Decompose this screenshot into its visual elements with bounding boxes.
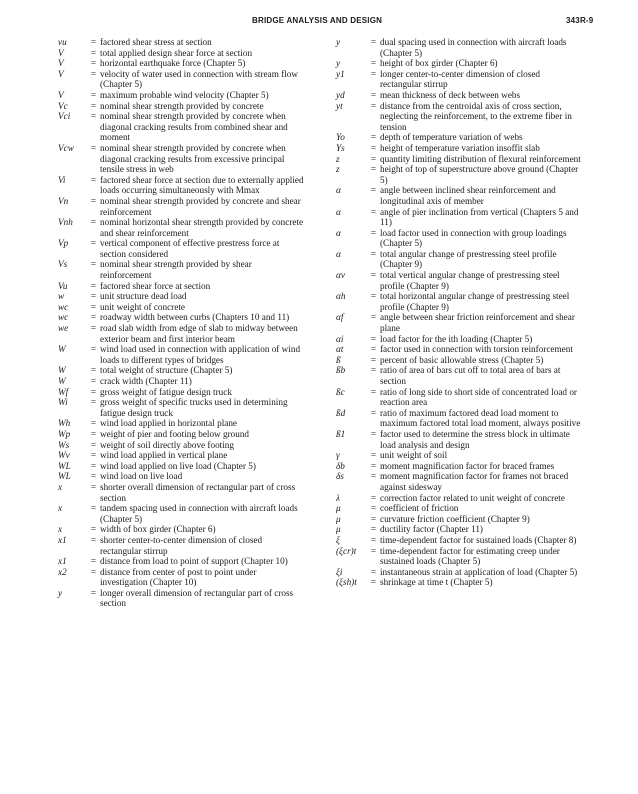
- notation-entry: [58, 440, 304, 451]
- notation-list-right: [336, 37, 582, 588]
- equals-sign: =: [90, 111, 97, 122]
- notation-definition: correction factor related to unit weight of concrete: [380, 492, 565, 503]
- notation-symbol: δs: [336, 471, 344, 482]
- notation-symbol: Wf: [58, 386, 69, 397]
- notation-entry: [336, 291, 582, 312]
- notation-entry: [58, 37, 304, 48]
- notation-entry: [336, 90, 582, 101]
- notation-symbol: αh: [336, 291, 346, 302]
- notation-definition: nominal shear strength provided by concrete when diagonal cracking results from combined shear and moment: [100, 111, 288, 143]
- equals-sign: =: [90, 481, 97, 492]
- notation-definition: wind load used in connection with application of wind loads to different types of bridges: [100, 344, 301, 365]
- equals-sign: =: [370, 227, 377, 238]
- notation-entry: [58, 312, 304, 323]
- notation-entry: [58, 259, 304, 280]
- equals-sign: =: [370, 89, 377, 100]
- notation-definition: nominal shear strength provided by concrete: [100, 100, 264, 111]
- notation-entry: [336, 387, 582, 408]
- notation-definition: nominal shear strength provided by shear reinforcement: [100, 259, 252, 281]
- equals-sign: =: [90, 301, 97, 312]
- equals-sign: =: [370, 291, 377, 302]
- notation-definition: distance from center of post to point under investigation (Chapter 10): [100, 566, 257, 588]
- equals-sign: =: [370, 365, 377, 376]
- notation-definition: dual spacing used in connection with aircraft loads (Chapter 5): [380, 37, 567, 58]
- notation-entry: [58, 588, 304, 609]
- equals-sign: =: [90, 217, 97, 228]
- equals-sign: =: [370, 386, 377, 397]
- notation-definition: quantity limiting distribution of flexural reinforcement: [380, 153, 581, 164]
- notation-symbol: Vp: [58, 238, 69, 249]
- notation-entry: [336, 37, 582, 58]
- equals-sign: =: [370, 68, 377, 79]
- notation-definition: depth of temperature variation of webs: [380, 132, 523, 143]
- notation-entry: [336, 154, 582, 165]
- equals-sign: =: [90, 503, 97, 514]
- notation-symbol: z: [336, 153, 340, 164]
- notation-entry: [336, 429, 582, 450]
- notation-symbol: w: [58, 291, 65, 302]
- equals-sign: =: [370, 450, 377, 461]
- notation-entry: [58, 58, 304, 69]
- equals-sign: =: [90, 89, 97, 100]
- notation-entry: [58, 111, 304, 143]
- equals-sign: =: [90, 142, 97, 153]
- notation-symbol: y: [336, 37, 341, 47]
- notation-entry: [336, 461, 582, 472]
- equals-sign: =: [90, 439, 97, 450]
- equals-sign: =: [370, 354, 377, 365]
- equals-sign: =: [90, 460, 97, 471]
- notation-definition: unit weight of concrete: [100, 301, 185, 312]
- notation-symbol: W: [58, 365, 66, 376]
- notation-symbol: wc: [58, 301, 69, 312]
- notation-definition: horizontal earthquake force (Chapter 5): [100, 58, 246, 69]
- notation-definition: ratio of area of bars cut off to total area of bars at section: [380, 365, 561, 386]
- notation-entry: [336, 228, 582, 249]
- notation-definition: angle of pier inclination from vertical (Chapters 5 and 11): [380, 206, 579, 228]
- notation-definition: wind load applied in vertical plane: [100, 450, 228, 461]
- notation-symbol: δb: [336, 460, 345, 471]
- equals-sign: =: [90, 524, 97, 535]
- notation-entry: [336, 365, 582, 386]
- notation-symbol: Ys: [336, 142, 345, 153]
- equals-sign: =: [90, 195, 97, 206]
- notation-symbol: ξi: [336, 566, 343, 577]
- notation-entry: [58, 344, 304, 365]
- notation-definition: shorter center-to-center dimension of closed rectangular stirrup: [100, 534, 263, 556]
- notation-symbol: λ: [336, 492, 340, 503]
- notation-symbol: y: [336, 58, 341, 69]
- notation-symbol: Yo: [336, 132, 345, 143]
- notation-definition: height of box girder (Chapter 6): [380, 58, 498, 69]
- notation-definition: factored shear stress at section: [100, 37, 212, 47]
- notation-entry: [58, 323, 304, 344]
- notation-symbol: Wp: [58, 428, 71, 439]
- notation-entry: [58, 291, 304, 302]
- notation-definition: percent of basic allowable stress (Chapter 5): [380, 354, 544, 365]
- notation-symbol: V: [58, 89, 64, 100]
- notation-entry: [336, 450, 582, 461]
- notation-definition: wind load applied in horizontal plane: [100, 418, 238, 429]
- notation-definition: crack width (Chapter 11): [100, 376, 192, 386]
- notation-definition: factor used to determine the stress block in ultimate load analysis and design: [380, 428, 570, 450]
- notation-definition: unit structure dead load: [100, 291, 187, 302]
- notation-definition: time-dependent factor for estimating creep under sustained loads (Chapter 5): [380, 545, 560, 567]
- notation-definition: wind load on live load: [100, 471, 183, 482]
- page-number: 343R-9: [566, 16, 594, 25]
- equals-sign: =: [90, 259, 97, 270]
- notation-symbol: y1: [336, 68, 345, 79]
- notation-entry: [336, 524, 582, 535]
- notation-entry: [58, 302, 304, 313]
- notation-symbol: x: [58, 524, 63, 535]
- notation-entry: [58, 482, 304, 503]
- notation-symbol: z: [336, 164, 340, 175]
- notation-definition: longer overall dimension of rectangular part of cross section: [100, 587, 294, 609]
- notation-definition: weight of pier and footing below ground: [100, 428, 250, 439]
- equals-sign: =: [370, 142, 377, 153]
- notation-symbol: x1: [58, 534, 67, 545]
- notation-definition: nominal shear strength provided by concrete when diagonal cracking results from excessive principal tensile stress in web: [100, 142, 286, 175]
- equals-sign: =: [90, 534, 97, 545]
- notation-entry: [58, 48, 304, 59]
- notation-definition: height of temperature variation insoffit slab: [380, 142, 540, 153]
- notation-symbol: Vn: [58, 195, 69, 206]
- notation-entry: [336, 143, 582, 154]
- notation-entry: [336, 503, 582, 514]
- notation-definition: wind load applied on live load (Chapter 5): [100, 460, 256, 471]
- equals-sign: =: [90, 58, 97, 69]
- notation-definition: vertical component of effective prestress force at section considered: [100, 238, 280, 259]
- equals-sign: =: [370, 58, 377, 69]
- notation-symbol: yd: [336, 89, 345, 100]
- notation-symbol: (ξsh)t: [336, 577, 357, 588]
- notation-symbol: ß1: [336, 428, 346, 439]
- notation-entry: [58, 503, 304, 524]
- notation-symbol: α: [336, 185, 341, 196]
- running-header-title: BRIDGE ANALYSIS AND DESIGN: [252, 16, 383, 25]
- notation-definition: total applied design shear force at section: [100, 47, 253, 58]
- notation-entry: [336, 69, 582, 90]
- equals-sign: =: [90, 238, 97, 249]
- notation-definition: angle between shear friction reinforcement and shear plane: [380, 312, 575, 334]
- equals-sign: =: [370, 577, 377, 588]
- notation-symbol: wc: [58, 312, 69, 323]
- equals-sign: =: [90, 418, 97, 429]
- notation-entry: [336, 344, 582, 355]
- equals-sign: =: [90, 68, 97, 79]
- equals-sign: =: [90, 587, 97, 598]
- notation-entry: [336, 334, 582, 345]
- equals-sign: =: [90, 365, 97, 376]
- equals-sign: =: [370, 206, 377, 217]
- notation-entry: [58, 397, 304, 418]
- equals-sign: =: [370, 164, 377, 175]
- notation-symbol: V: [58, 58, 64, 69]
- equals-sign: =: [370, 428, 377, 439]
- equals-sign: =: [370, 37, 377, 47]
- equals-sign: =: [370, 566, 377, 577]
- notation-entry: [336, 207, 582, 228]
- notation-entry: [336, 132, 582, 143]
- notation-entry: [58, 471, 304, 482]
- notation-symbol: Wi: [58, 397, 68, 408]
- notation-symbol: W: [58, 344, 66, 355]
- notation-definition: distance from load to point of support (Chapter 10): [100, 556, 288, 567]
- notation-symbol: μ: [336, 524, 341, 535]
- notation-entry: [336, 312, 582, 333]
- notation-symbol: αi: [336, 333, 344, 344]
- equals-sign: =: [370, 132, 377, 143]
- notation-entry: [336, 471, 582, 492]
- equals-sign: =: [90, 47, 97, 58]
- equals-sign: =: [370, 471, 377, 482]
- notation-symbol: Vi: [58, 174, 66, 185]
- notation-entry: [58, 143, 304, 175]
- notation-definition: ratio of maximum factored dead load moment to maximum factored total load moment, always positive: [380, 407, 581, 429]
- notation-entry: [58, 196, 304, 217]
- equals-sign: =: [370, 248, 377, 259]
- notation-definition: factor used in connection with torsion reinforcement: [380, 344, 573, 355]
- equals-sign: =: [90, 174, 97, 185]
- notation-definition: nominal shear strength provided by concrete and shear reinforcement: [100, 195, 301, 217]
- notation-symbol: γ: [336, 450, 340, 461]
- notation-entry: [336, 355, 582, 366]
- notation-definition: velocity of water used in connection with stream flow (Chapter 5): [100, 68, 298, 90]
- equals-sign: =: [370, 545, 377, 556]
- notation-definition: width of box girder (Chapter 6): [100, 524, 216, 535]
- equals-sign: =: [90, 556, 97, 567]
- equals-sign: =: [370, 503, 377, 514]
- notation-symbol: α: [336, 206, 341, 217]
- equals-sign: =: [90, 376, 97, 386]
- equals-sign: =: [90, 428, 97, 439]
- notation-definition: maximum probable wind velocity (Chapter 5): [100, 89, 269, 100]
- equals-sign: =: [90, 344, 97, 355]
- notation-symbol: αf: [336, 312, 344, 323]
- equals-sign: =: [90, 450, 97, 461]
- notation-entry: [58, 524, 304, 535]
- notation-symbol: x1: [58, 556, 67, 567]
- notation-definition: load factor used in connection with group loadings (Chapter 5): [380, 227, 567, 249]
- notation-definition: roadway width between curbs (Chapters 10 and 11): [100, 312, 290, 323]
- notation-definition: factored shear force at section: [100, 280, 211, 291]
- notation-entry: [58, 387, 304, 398]
- notation-entry: [58, 281, 304, 292]
- notation-entry: [336, 514, 582, 525]
- notation-definition: instantaneous strain at application of load (Chapter 5): [380, 566, 578, 577]
- notation-entry: [336, 493, 582, 504]
- notation-symbol: ßd: [336, 407, 346, 418]
- notation-definition: unit weight of soil: [380, 450, 448, 461]
- notation-definition: coefficient of friction: [380, 503, 459, 514]
- notation-definition: weight of soil directly above footing: [100, 439, 234, 450]
- notation-entry: [58, 217, 304, 238]
- notation-entry: [336, 249, 582, 270]
- notation-definition: height of top of superstructure above ground (Chapter 5): [380, 164, 579, 185]
- notation-symbol: Vci: [58, 111, 71, 122]
- notation-definition: moment magnification factor for braced frames: [380, 460, 555, 471]
- notation-entry: [336, 58, 582, 69]
- notation-entry: [336, 164, 582, 185]
- notation-symbol: α: [336, 227, 341, 238]
- equals-sign: =: [90, 291, 97, 302]
- notation-symbol: ß: [336, 354, 341, 365]
- notation-symbol: y: [58, 587, 63, 598]
- notation-definition: tandem spacing used in connection with aircraft loads (Chapter 5): [100, 503, 298, 524]
- notation-symbol: ßc: [336, 386, 345, 397]
- equals-sign: =: [370, 344, 377, 355]
- notation-entry: [336, 546, 582, 567]
- notation-entry: [58, 376, 304, 387]
- notation-definition: shrinkage at time t (Chapter 5): [380, 577, 493, 588]
- notation-symbol: μ: [336, 503, 341, 514]
- notation-symbol: x: [58, 503, 63, 514]
- notation-definition: nominal horizontal shear strength provided by concrete and shear reinforcement: [100, 217, 304, 238]
- notation-symbol: Vc: [58, 100, 68, 111]
- notation-symbol: αt: [336, 344, 344, 355]
- notation-entry: [58, 69, 304, 90]
- notation-definition: load factor for the ith loading (Chapter 5): [380, 333, 533, 344]
- notation-entry: [58, 175, 304, 196]
- notation-entry: [336, 577, 582, 588]
- notation-symbol: Ws: [58, 439, 70, 450]
- notation-definition: ductility factor (Chapter 11): [380, 524, 483, 535]
- notation-symbol: α: [336, 248, 341, 259]
- notation-entry: [336, 535, 582, 546]
- equals-sign: =: [90, 280, 97, 291]
- notation-symbol: ßb: [336, 365, 346, 376]
- notation-entry: [58, 450, 304, 461]
- notation-symbol: Vs: [58, 259, 68, 270]
- notation-entry: [336, 567, 582, 578]
- notation-entry: [336, 270, 582, 291]
- equals-sign: =: [90, 312, 97, 323]
- notation-symbol: (ξcr)t: [336, 545, 357, 556]
- notation-symbol: Wv: [58, 450, 70, 461]
- notation-definition: total horizontal angular change of prestressing steel profile (Chapter 9): [380, 291, 570, 312]
- notation-symbol: μ: [336, 513, 341, 524]
- notation-entry: [336, 101, 582, 133]
- equals-sign: =: [370, 524, 377, 535]
- notation-definition: longer center-to-center dimension of closed rectangular stirrup: [380, 68, 541, 90]
- equals-sign: =: [90, 386, 97, 397]
- equals-sign: =: [90, 323, 97, 334]
- notation-entry: [58, 556, 304, 567]
- notation-symbol: WL: [58, 471, 71, 482]
- notation-entry: [58, 101, 304, 112]
- equals-sign: =: [370, 185, 377, 196]
- equals-sign: =: [370, 153, 377, 164]
- notation-definition: time-dependent factor for sustained loads (Chapter 8): [380, 534, 577, 545]
- notation-symbol: Vu: [58, 280, 68, 291]
- notation-symbol: W: [58, 376, 66, 386]
- equals-sign: =: [90, 471, 97, 482]
- notation-symbol: WL: [58, 460, 71, 471]
- notation-definition: moment magnification factor for frames not braced against sidesway: [380, 471, 569, 492]
- notation-definition: shorter overall dimension of rectangular part of cross section: [100, 481, 296, 503]
- equals-sign: =: [90, 37, 97, 47]
- notation-definition: total angular change of prestressing steel profile (Chapter 9): [380, 248, 557, 270]
- notation-symbol: we: [58, 323, 69, 334]
- equals-sign: =: [370, 100, 377, 111]
- notation-entry: [58, 567, 304, 588]
- notation-symbol: Vcw: [58, 142, 74, 153]
- notation-entry: [58, 238, 304, 259]
- notation-entry: [336, 185, 582, 206]
- notation-definition: ratio of long side to short side of concentrated load or reaction area: [380, 386, 577, 408]
- notation-symbol: ξ: [336, 534, 340, 545]
- equals-sign: =: [370, 492, 377, 503]
- notation-entry: [58, 429, 304, 440]
- equals-sign: =: [370, 270, 377, 281]
- notation-symbol: yt: [336, 100, 343, 111]
- notation-definition: distance from the centroidal axis of cross section, neglecting the reinforcement, to the extreme fiber in tension: [380, 100, 572, 132]
- notation-definition: road slab width from edge of slab to midway between exterior beam and first interior beam: [100, 323, 298, 344]
- notation-entry: [58, 418, 304, 429]
- equals-sign: =: [90, 566, 97, 577]
- notation-definition: gross weight of fatigue design truck: [100, 386, 232, 397]
- notation-definition: total vertical angular change of prestressing steel profile (Chapter 9): [380, 270, 560, 291]
- notation-entry: [336, 408, 582, 429]
- notation-symbol: vu: [58, 37, 67, 47]
- equals-sign: =: [370, 513, 377, 524]
- notation-entry: [58, 535, 304, 556]
- notation-definition: factored shear force at section due to externally applied loads occurring simultaneously with Mmax: [100, 174, 304, 196]
- equals-sign: =: [90, 397, 97, 408]
- notation-symbol: αv: [336, 270, 345, 281]
- notation-list-left: [58, 37, 304, 609]
- notation-symbol: Vnh: [58, 217, 73, 228]
- notation-entry: [58, 365, 304, 376]
- notation-symbol: x: [58, 481, 63, 492]
- notation-definition: total weight of structure (Chapter 5): [100, 365, 233, 376]
- equals-sign: =: [370, 534, 377, 545]
- equals-sign: =: [370, 460, 377, 471]
- notation-definition: gross weight of specific trucks used in determining fatigue design truck: [100, 397, 288, 418]
- notation-entry: [58, 90, 304, 101]
- equals-sign: =: [90, 100, 97, 111]
- notation-definition: mean thickness of deck between webs: [380, 89, 521, 100]
- equals-sign: =: [370, 333, 377, 344]
- notation-symbol: x2: [58, 566, 67, 577]
- equals-sign: =: [370, 312, 377, 323]
- notation-symbol: V: [58, 47, 64, 58]
- equals-sign: =: [370, 407, 377, 418]
- notation-symbol: V: [58, 68, 64, 79]
- notation-definition: angle between inclined shear reinforcement and longitudinal axis of member: [380, 185, 556, 206]
- notation-entry: [58, 461, 304, 472]
- notation-definition: curvature friction coefficient (Chapter 9): [380, 513, 530, 524]
- notation-symbol: Wh: [58, 418, 71, 429]
